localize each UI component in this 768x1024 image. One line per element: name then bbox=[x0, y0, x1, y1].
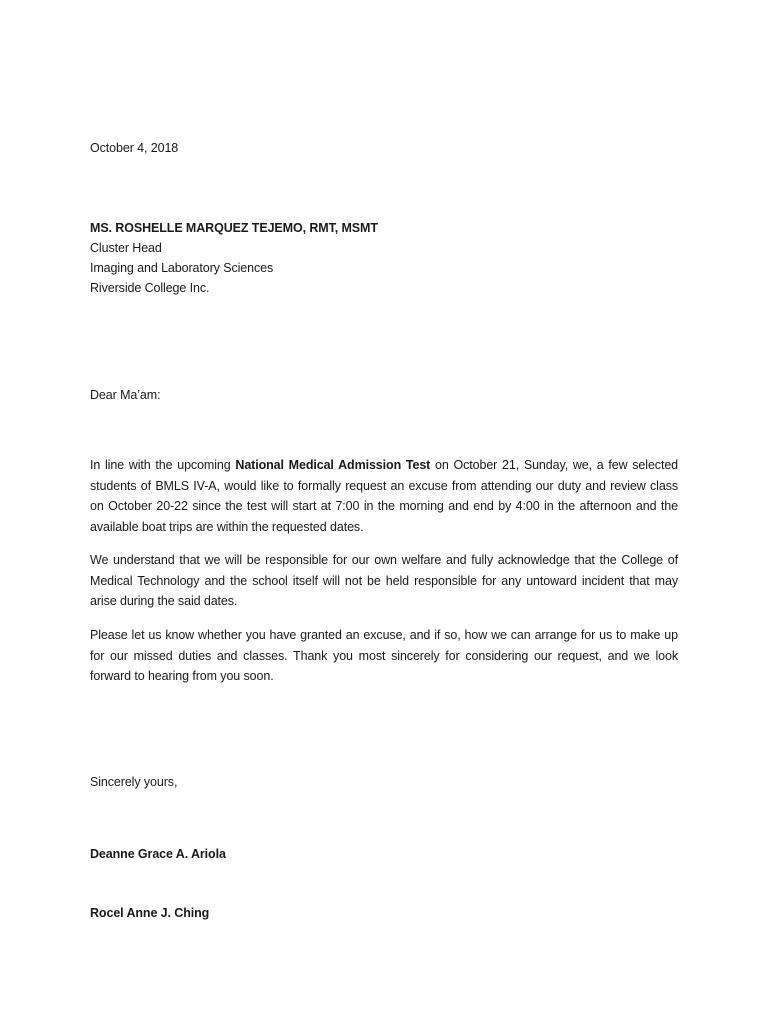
signatory-2: Rocel Anne J. Ching bbox=[90, 906, 210, 920]
body-paragraph-1 bbox=[90, 455, 678, 537]
salutation: Dear Ma’am: bbox=[90, 388, 161, 402]
body-paragraph-3: Please let us know whether you have granted an excuse, and if so, how we can arrange for us to make up for our missed duties and classes. Thank you most sincerely for considering our request, and we look forward to hearing from you soon. bbox=[90, 628, 678, 683]
paragraph-1-rest: on October 21, Sunday, we, a few selected students of BMLS IV-A, would like to formally request an excuse from attending our duty and review class on October 20-22 since the test will start at 7:00 in the morning and end by 4:00 in the afternoon and the available boat trips are within the requested dates. bbox=[90, 458, 679, 534]
letter-date: October 4, 2018 bbox=[90, 141, 179, 155]
paragraph-1-intro: In line with the upcoming bbox=[90, 458, 236, 472]
complimentary-close: Sincerely yours, bbox=[90, 775, 178, 789]
body-paragraph-2: We understand that we will be responsible for our own welfare and fully acknowledge that the College of Medical Technology and the school itself will not be held responsible for any untoward incident that may arise during the said dates. bbox=[90, 553, 678, 608]
recipient-address bbox=[90, 218, 378, 298]
paragraph-1-emphasis: National Medical Admission Test bbox=[235, 458, 431, 472]
recipient-position: Cluster Head bbox=[90, 241, 162, 255]
recipient-institution: Riverside College Inc. bbox=[90, 281, 210, 295]
signatory-1: Deanne Grace A. Ariola bbox=[90, 847, 226, 861]
recipient-name: MS. ROSHELLE MARQUEZ TEJEMO, RMT, MSMT bbox=[90, 221, 378, 235]
recipient-department: Imaging and Laboratory Sciences bbox=[90, 261, 274, 275]
